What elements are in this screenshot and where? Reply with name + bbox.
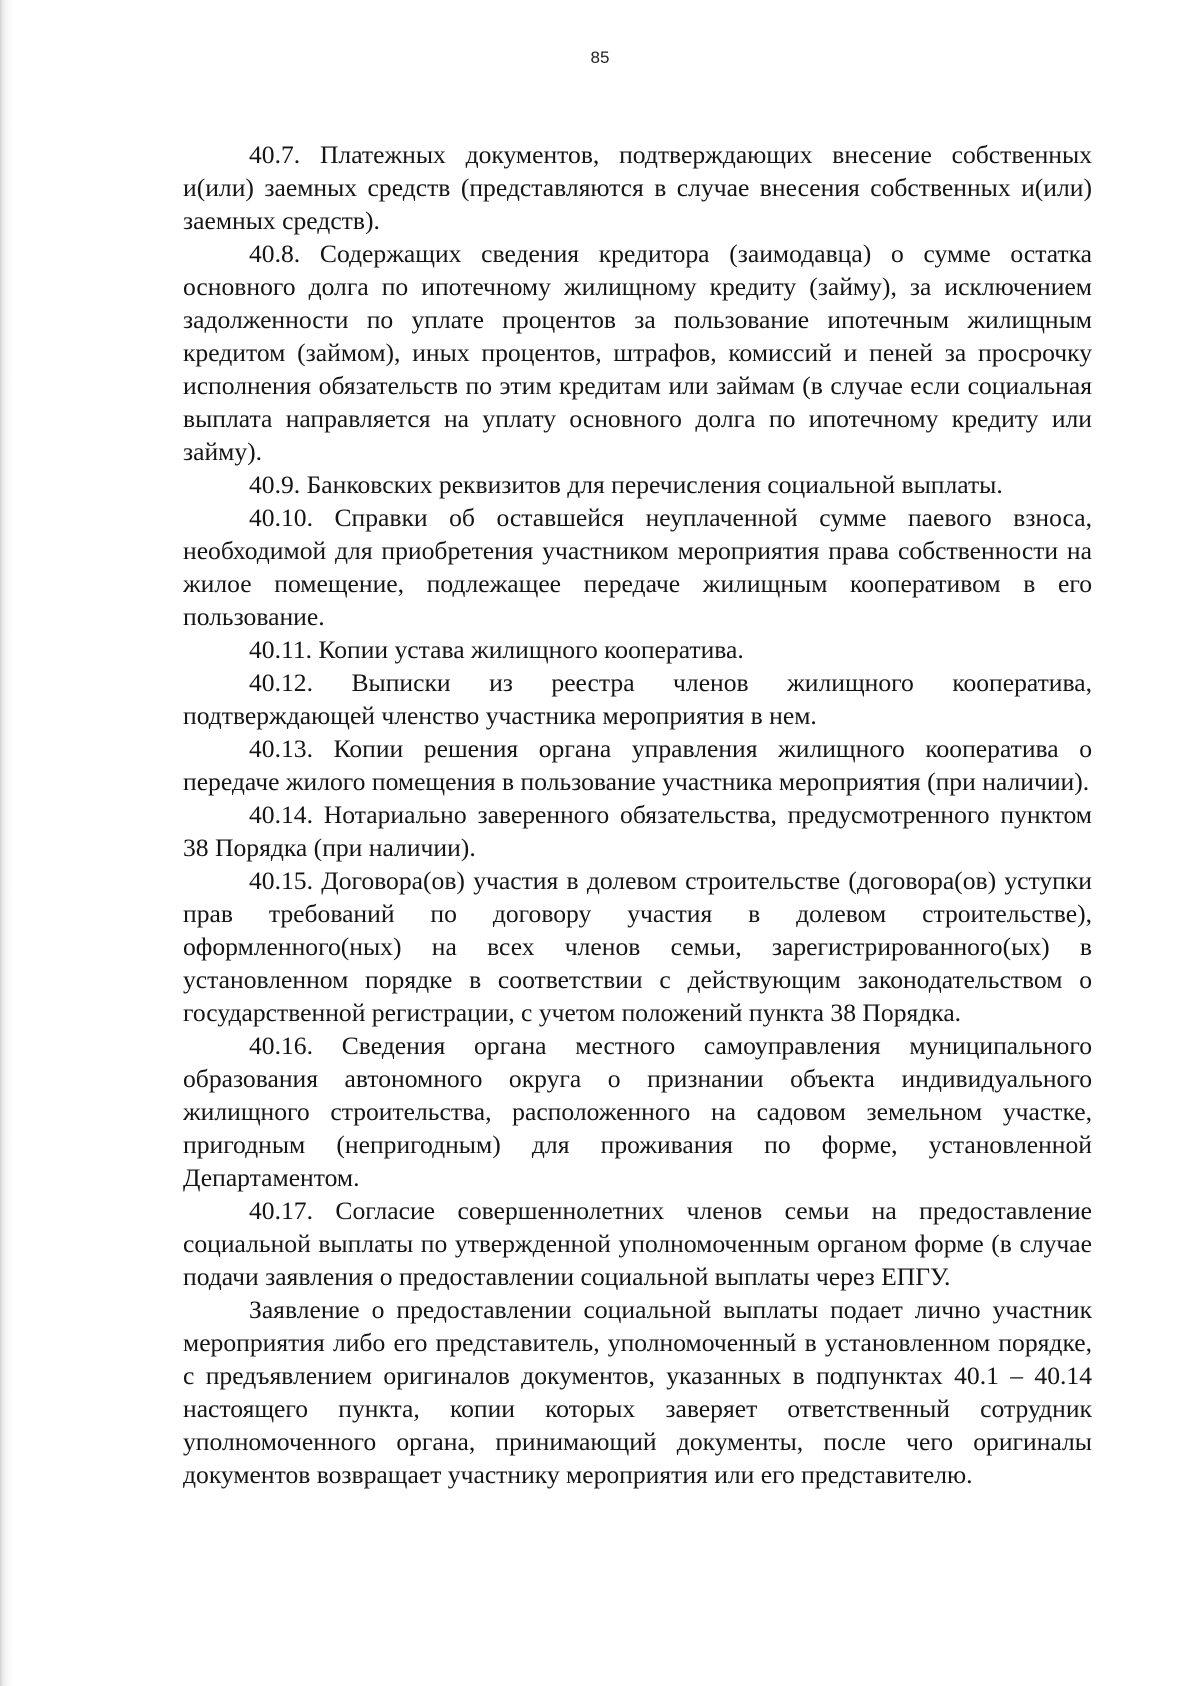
paragraph-40-17: 40.17. Согласие совершеннолетних членов семьи на предоставление социальной выплаты по утвержденной уполномоченным органом форме (в случае подачи заявления о предоставлении социальной выплаты через ЕПГУ. [183,1196,1092,1291]
paragraph-40-13: 40.13. Копии решения органа управления жилищного кооператива о передаче жилого помещения в пользование участника мероприятия (при наличии). [183,734,1092,796]
paragraph-40-9: 40.9. Банковских реквизитов для перечисления социальной выплаты. [249,470,1003,499]
paragraph-40-12: 40.12. Выписки из реестра членов жилищного кооператива, подтверждающей членство участника мероприятия в нем. [183,668,1092,730]
paragraph-application-note: Заявление о предоставлении социальной выплаты подает лично участник мероприятия либо его представитель, уполномоченный в установленном порядке, с предъявлением оригиналов документов, указанных в подпунктах 40.1 – 40.14 настоящего пункта, копии которых заверяет ответственный сотрудник уполномоченного органа, принимающий документы, после чего оригиналы документов возвращает участнику мероприятия или его представителю. [183,1295,1092,1489]
paragraph-40-8: 40.8. Содержащих сведения кредитора (заимодавца) о сумме остатка основного долга по ипотечному жилищному кредиту (займу), за исключением задолженности по уплате процентов за пользование ипотечным жилищным кредитом (займом), иных процентов, штрафов, комиссий и пеней за просрочку исполнения обязательств по этим кредитам или займам (в случае если социальная выплата направляется на уплату основного долга по ипотечному кредиту или займу). [183,239,1092,466]
paragraph-40-16: 40.16. Сведения органа местного самоуправления муниципального образования автономного округа о признании объекта индивидуального жилищного строительства, расположенного на садовом земельном участке, пригодным (непригодным) для проживания по форме, установленной Департаментом. [183,1031,1092,1192]
paragraph-40-7: 40.7. Платежных документов, подтверждающих внесение собственных и(или) заемных средств (представляются в случае внесения собственных и(или) заемных средств). [183,140,1092,235]
paragraph-40-15: 40.15. Договора(ов) участия в долевом строительстве (договора(ов) уступки прав требований по договору участия в долевом строительстве), оформленного(ных) на всех членов семьи, зарегистрированного(ых) в установленном порядке в соответствии с действующим законодательством о государственной регистрации, с учетом положений пункта 38 Порядка. [183,866,1092,1027]
document-body [183,138,1092,1491]
page-number: 85 [590,48,610,67]
scan-edge-shadow [0,0,14,1686]
paragraph-40-11: 40.11. Копии устава жилищного кооператива. [249,635,744,664]
paragraph-40-10: 40.10. Справки об оставшейся неуплаченной сумме паевого взноса, необходимой для приобретения участником мероприятия права собственности на жилое помещение, подлежащее передаче жилищным кооперативом в его пользование. [183,503,1092,631]
paragraph-40-14: 40.14. Нотариально заверенного обязательства, предусмотренного пунктом 38 Порядка (при наличии). [183,800,1092,862]
